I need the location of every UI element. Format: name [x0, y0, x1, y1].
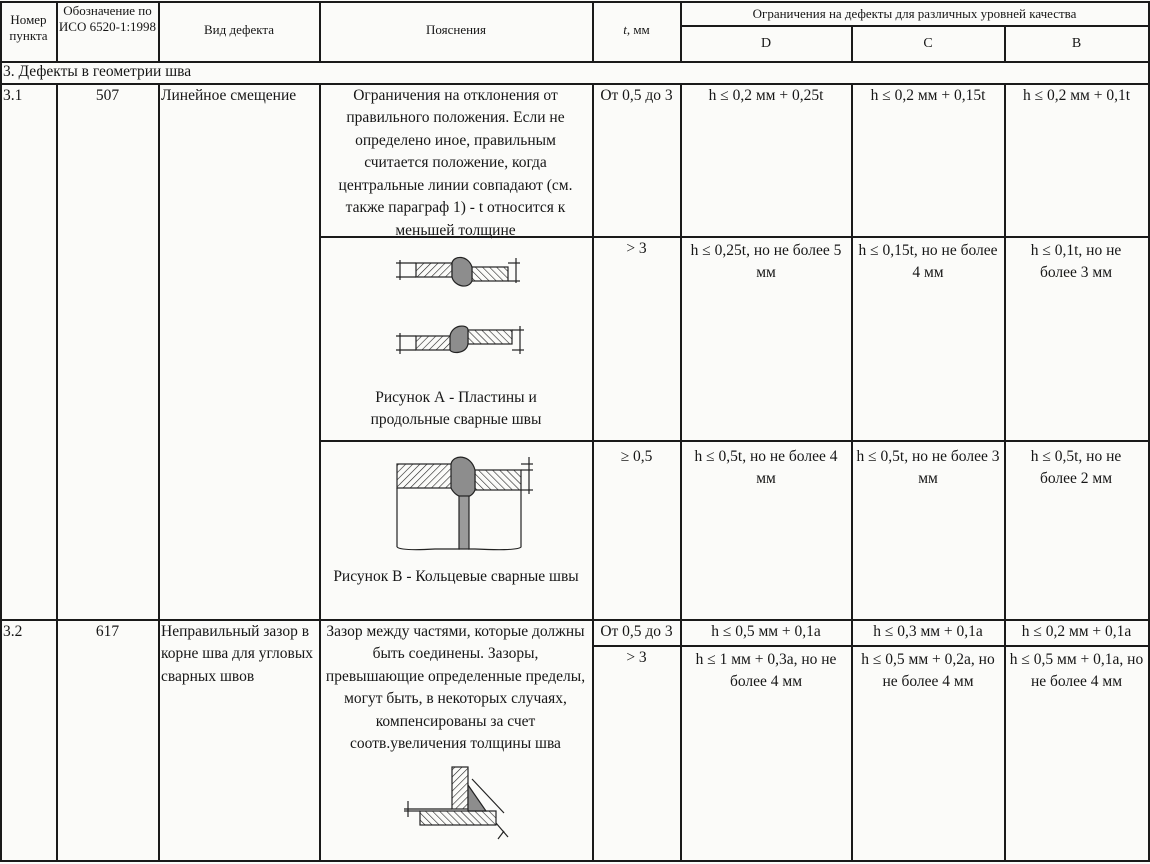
limit-3-1-c-b: h ≤ 0,5t, но не более 2 мм: [1030, 448, 1122, 488]
explanation-3-1: Ограничения на отклонения от правильного положения. Если не определено иное, правильным считается положение, когда центральные линии совпадают (см. также параграф 1) - t относится к меньшей толщине: [338, 87, 573, 239]
thickness-unit: , мм: [626, 22, 650, 37]
limit-3-1-a-b: h ≤ 0,2 мм + 0,1t: [1022, 87, 1131, 104]
header-defect-type: Вид дефекта: [204, 22, 274, 37]
limit-3-1-a-d: h ≤ 0,2 мм + 0,25t: [708, 87, 824, 104]
figure-fillet-weld-gap-drawing: [400, 765, 530, 853]
header-thickness: [593, 22, 680, 38]
iso-code-617: 617: [95, 623, 120, 640]
header-explanations: Пояснения: [425, 22, 486, 37]
limit-3-1-b-c: h ≤ 0,15t, но не более 4 мм: [858, 242, 998, 282]
rule: [0, 1, 2, 861]
limit-3-2-b-c: h ≤ 0,5 мм + 0,2a, но не более 4 мм: [861, 651, 995, 691]
header-level-d: D: [760, 36, 772, 51]
limit-3-2-a-d: h ≤ 0,5 мм + 0,1a: [711, 623, 821, 640]
limit-3-2-a-b: h ≤ 0,2 мм + 0,1a: [1021, 623, 1132, 640]
figure-b-circumferential-weld-drawing: [375, 452, 540, 564]
header-level-c: C: [923, 36, 933, 51]
figure-a-caption: Рисунок А - Пластины и продольные сварные швы: [370, 389, 542, 429]
figure-a-plate-weld-drawing: [380, 250, 530, 370]
header-item-number: Номер пункта: [9, 12, 48, 44]
thickness-3-1-b: > 3: [626, 240, 647, 257]
item-number-3-1: 3.1: [3, 87, 23, 104]
limit-3-2-b-d: h ≤ 1 мм + 0,3a, но не более 4 мм: [695, 651, 837, 691]
limit-3-1-c-d: h ≤ 0,5t, но не более 4 мм: [694, 448, 838, 488]
thickness-3-1-a: От 0,5 до 3: [600, 87, 673, 104]
rule: [56, 83, 58, 861]
limit-3-2-b-b: h ≤ 0,5 мм + 0,1a, но не более 4 мм: [1009, 651, 1144, 691]
rule: [0, 1, 1150, 3]
limit-3-1-b-b: h ≤ 0,1t, но не более 3 мм: [1030, 242, 1122, 282]
rule: [319, 440, 1150, 442]
limit-3-1-c-c: h ≤ 0,5t, но не более 3 мм: [856, 448, 1000, 488]
iso-code-507: 507: [95, 87, 120, 104]
thickness-symbol: t: [623, 22, 627, 37]
section-title: 3. Дефекты в геометрии шва: [3, 63, 192, 80]
rule: [680, 25, 1150, 27]
header-quality-limits: Ограничения на дефекты для различных уровней качества: [752, 6, 1077, 21]
figure-b-caption: Рисунок В - Кольцевые сварные швы: [333, 568, 579, 585]
defect-type-linear-misalignment: Линейное смещение: [161, 87, 297, 104]
rule: [680, 83, 682, 861]
item-number-3-2: 3.2: [3, 623, 23, 640]
rule: [319, 83, 321, 861]
thickness-3-1-c: ≥ 0,5: [620, 448, 653, 465]
limit-3-2-a-c: h ≤ 0,3 мм + 0,1a: [873, 623, 983, 640]
explanation-3-2: Зазор между частями, которые должны быть соединены. Зазоры, превышающие определенные пределы, могут быть, в некоторых случаях, компенсированы за счет соотв.увеличения толщины шва: [325, 623, 586, 753]
header-iso-designation: Обозначение по ИСО 6520-1:1998: [58, 3, 157, 35]
rule: [592, 83, 594, 861]
limit-3-1-a-c: h ≤ 0,2 мм + 0,15t: [870, 87, 986, 104]
rule: [1004, 83, 1006, 861]
thickness-3-2-b: > 3: [626, 649, 647, 666]
thickness-3-2-a: От 0,5 до 3: [600, 623, 673, 640]
defect-type-incorrect-root-gap: Неправильный зазор в корне шва для угловых сварных швов: [161, 623, 314, 685]
limit-3-1-b-d: h ≤ 0,25t, но не более 5 мм: [690, 242, 842, 282]
rule: [1148, 1, 1150, 861]
header-level-b: B: [1071, 36, 1082, 51]
rule: [158, 83, 160, 861]
rule: [0, 860, 1150, 862]
